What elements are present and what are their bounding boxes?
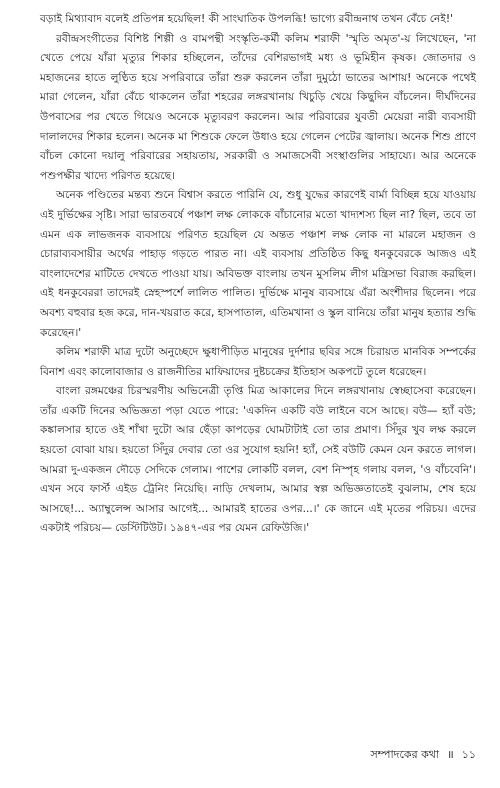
running-footer-title: সম্পাদকের কথা	[370, 748, 440, 761]
page-number: ১১	[461, 748, 476, 761]
paragraph-famine-cause: অনেক পণ্ডিতের মন্তব্য শুনে বিশ্বাস করতে পারিনি যে, শুধু যুদ্ধের কারণেই বার্মা বিচ্ছিন্ন হয়ে যাওয়ায় এই দুর্ভিক্ষের সৃষ্টি। সারা ভারতবর্ষে পঞ্চাশ লক্ষ লোককে বাঁচানোর মতো খাদ্যশস্য ছিল না? ছিল, তবে তা এমন এক লাভজনক ব্যবসায়ে পরিণত হয়েছিল যে অন্তত পঞ্চাশ লক্ষ লোক না মারলে মহাজন ও চোরাব্যবসায়ীর অর্থের পাহাড় গড়তে পারত না। এই ব্যবসায় প্রতিষ্ঠিত কিছু ধনকুবেরকে আজও এই বাংলাদেশের মাটিতে দেখতে পাওয়া যায়। অবিভক্ত বাংলায় তখন মুসলিম লীগ মন্ত্রিসভা বিরাজ করছিল। এই ধনকুবেররা তাদেরই স্নেহস্পর্শে লালিত পালিত। দুর্ভিক্ষে মানুষ ব্যবসায়ে এঁরা অংশীদার ছিলেন। পরে অবশ্য বহুবার হজ করে, দান-খয়রাত করে, হাসপাতাল, এতিমখানা ও স্কুল বানিয়ে তাঁরা মানুষ হত্যার শুদ্ধি করেছেন।'	[40, 189, 476, 339]
footer-separator: ॥	[447, 748, 454, 761]
paragraph-tripti-mitra: বাংলা রঙ্গমঞ্চের চিরস্মরণীয় অভিনেত্রী তৃপ্তি মিত্র আকালের দিনে লঙ্গরখানায় স্বেচ্ছাসেবা করেছেন। তাঁর একটি দিনের অভিজ্ঞতা পড়া যেতে পারে: 'একদিন একটি বউ লাইনে বসে আছে। বউ— হ্যাঁ বউ; কঙ্কালসার হাতে ওই শাঁখা দুটো আর ছেঁড়া কাপড়ের ঘোমটাটাই তো তার প্রমাণ। সিঁদুর খুব লক্ষ করলে হয়তো বোঝা যায়। হয়তো সিঁদুর দেবার তো ওর সুযোগ হয়নি! হ্যাঁ, সেই বউটি কেমন যেন করতে লাগল। আমরা দু-একজন দৌড়ে সেদিকে গেলাম। পাশের লোকটি বলল, বেশ নিস্পৃহ গলায় বলল, 'ও বাঁচবেনি'। এখন সবে ফার্স্ট এইড ট্রেনিং নিয়েছি। নাড়ি দেখলাম, আমার স্বল্প অভিজ্ঞতাতেই বুঝলাম, শেষ হয়ে আসছে!... অ্যাম্বুলেন্স আসার আগেই... আমারই হাতের ওপর...।' কে জানে এই মৃতের পরিচয়। এদের একটাই পরিচয়— ডেস্টিটিউট। ১৯৪৭-এর পর যেমন রেফিউজি।'	[40, 385, 476, 535]
paragraph-kalim-sharafi-quote: রবীন্দ্রসংগীতের বিশিষ্ট শিল্পী ও বামপন্থী সংস্কৃতি-কর্মী কলিম শরাফী 'স্মৃতি অমৃত'-য় লিখেছেন, 'না খেতে পেয়ে যাঁরা মৃত্যুর শিকার হচ্ছিলেন, তাঁদের বেশিরভাগই মধ্য ও ভূমিহীন কৃষক। জোতদার ও মহাজনের হাতে লুণ্ঠিত হয়ে সপরিবারে তাঁরা শুরু করলেন তাঁরা দুমুঠো ভাতের আশায়! অনেকে পথেই মারা গেলেন, যাঁরা বেঁচে থাকলেন তাঁরা শহরের লঙ্গরখানায় খিচুড়ি খেয়ে কিছুদিন বাঁচলেন। দীর্ঘদিনের উপবাসের পর খেতে গিয়েও অনেকে মৃত্যুবরণ করলেন। আর পরিবারের যুবতী মেয়েরা নারী ব্যবসায়ী দালালদের শিকার হলেন। অনেক মা শিশুকে ফেলে উধাও হয়ে গেলেন পেটের জ্বালায়। অনেক শিশু প্রাণে বাঁচল কোনো দয়ালু পরিবারের সহায়তায়, সরকারী ও সমাজসেবী সংস্থাগুলির সাহায্যে। আর অনেকে পশুপক্ষীর খাদ্যে পরিণত হয়েছে।	[40, 32, 476, 182]
paragraph-continuation: বড়াই মিথ্যাবাদ বলেই প্রতিপন্ন হয়েছিল! কী সাংঘাতিক উপলব্ধি! ভাগ্যে রবীন্দ্রনাথ তখন বেঁচে নেই!'	[40, 13, 454, 25]
body-text	[40, 10, 476, 539]
paragraph-commentary: কলিম শরাফী মাত্র দুটো অনুচ্ছেদে ক্ষুধাপীড়িত মানুষের দুর্দশার ছবির সঙ্গে চিরায়ত মানবিক সম্পর্কের বিনাশ এবং কালোবাজার ও রাজনীতির মাফিয়াদের দুষ্টচক্রের ইতিহাস অকপটে তুলে ধরেছেন।	[40, 346, 476, 378]
page-footer	[370, 746, 476, 765]
